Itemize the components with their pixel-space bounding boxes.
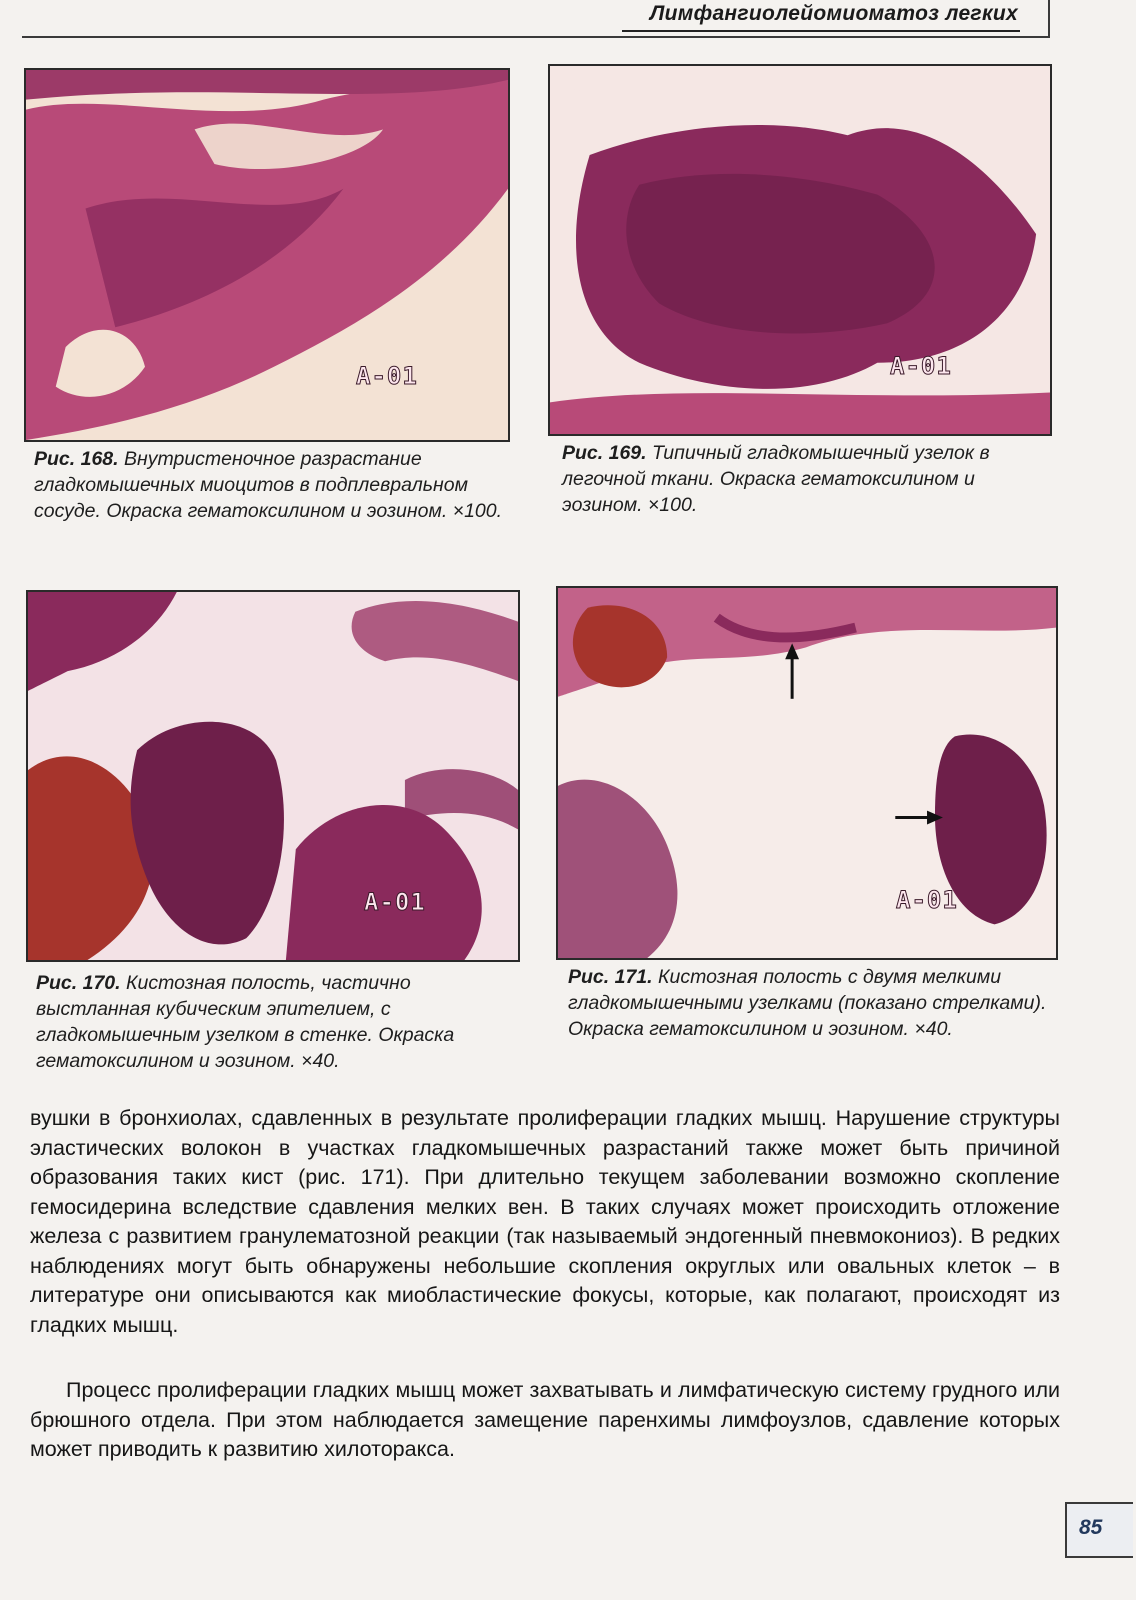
figure-171-caption-text: Кистозная полость с двумя мелкими гладкомышечными узелками (показано стрелками). Окраска гематоксилином и эозином. ×40. — [568, 966, 1047, 1040]
figure-168-image — [24, 68, 510, 442]
figure-171-stamp: A-01 — [896, 886, 958, 914]
page-number: 85 — [1079, 1516, 1103, 1539]
header-rule — [622, 30, 1020, 32]
figure-170-caption — [36, 970, 510, 1074]
figure-170-image — [26, 590, 520, 962]
figure-168-caption-text: Внутристеночное разрастание гладкомышечных миоцитов в подплевральном сосуде. Окраска гематоксилином и эозином. ×100. — [34, 448, 503, 522]
figure-169-stamp: A-01 — [890, 352, 952, 380]
figure-169-number: Рис. 169. — [562, 442, 647, 464]
figure-169-image — [548, 64, 1052, 436]
page-number-box — [1065, 1502, 1133, 1558]
figure-170-caption-text: Кистозная полость, частично выстланная кубическим эпителием, с гладкомышечным узелком в стенке. Окраска гематоксилином и эозином. ×40. — [36, 972, 455, 1072]
body-paragraph-1: вушки в бронхиолах, сдавленных в результате пролиферации гладких мышц. Нарушение структуры эластических волокон в участках гладкомышечных разрастаний также может быть причиной образования таких кист (рис. 171). При длительно текущем заболевании возможно скопление гемосидерина вследствие сдавления мелких вен. В таких случаях может происходить отложение железа с развитием гранулематозной реакции (так называемый эндогенный пневмокониоз). В редких наблюдениях могут быть обнаружены небольшие скопления округлых или овальных клеток – в литературе они описываются как миобластические фокусы, которые, как полагают, происходят из гладких мышц. — [30, 1106, 1060, 1337]
figure-168-stamp: A-01 — [356, 362, 418, 390]
body-paragraph-2: Процесс пролиферации гладких мышц может захватывать и лимфатическую систему грудного или брюшного отдела. При этом наблюдается замещение паренхимы лимфоузлов, сдавление которых может приводить к развитию хилоторакса. — [30, 1378, 1060, 1461]
figure-168-caption — [34, 446, 504, 524]
running-header — [22, 0, 1050, 38]
figure-170-stamp: A-01 — [364, 888, 426, 916]
figure-168-number: Рис. 168. — [34, 448, 119, 470]
figure-170-number: Рис. 170. — [36, 972, 121, 994]
figure-171-number: Рис. 171. — [568, 966, 653, 988]
figure-169-caption-text: Типичный гладкомышечный узелок в легочной ткани. Окраска гематоксилином и эозином. ×100. — [562, 442, 990, 516]
figure-169-caption — [562, 440, 1042, 518]
running-header-title: Лимфангиолейомиоматоз легких — [649, 2, 1018, 25]
figure-171-image — [556, 586, 1058, 960]
figure-171-caption — [568, 964, 1052, 1042]
